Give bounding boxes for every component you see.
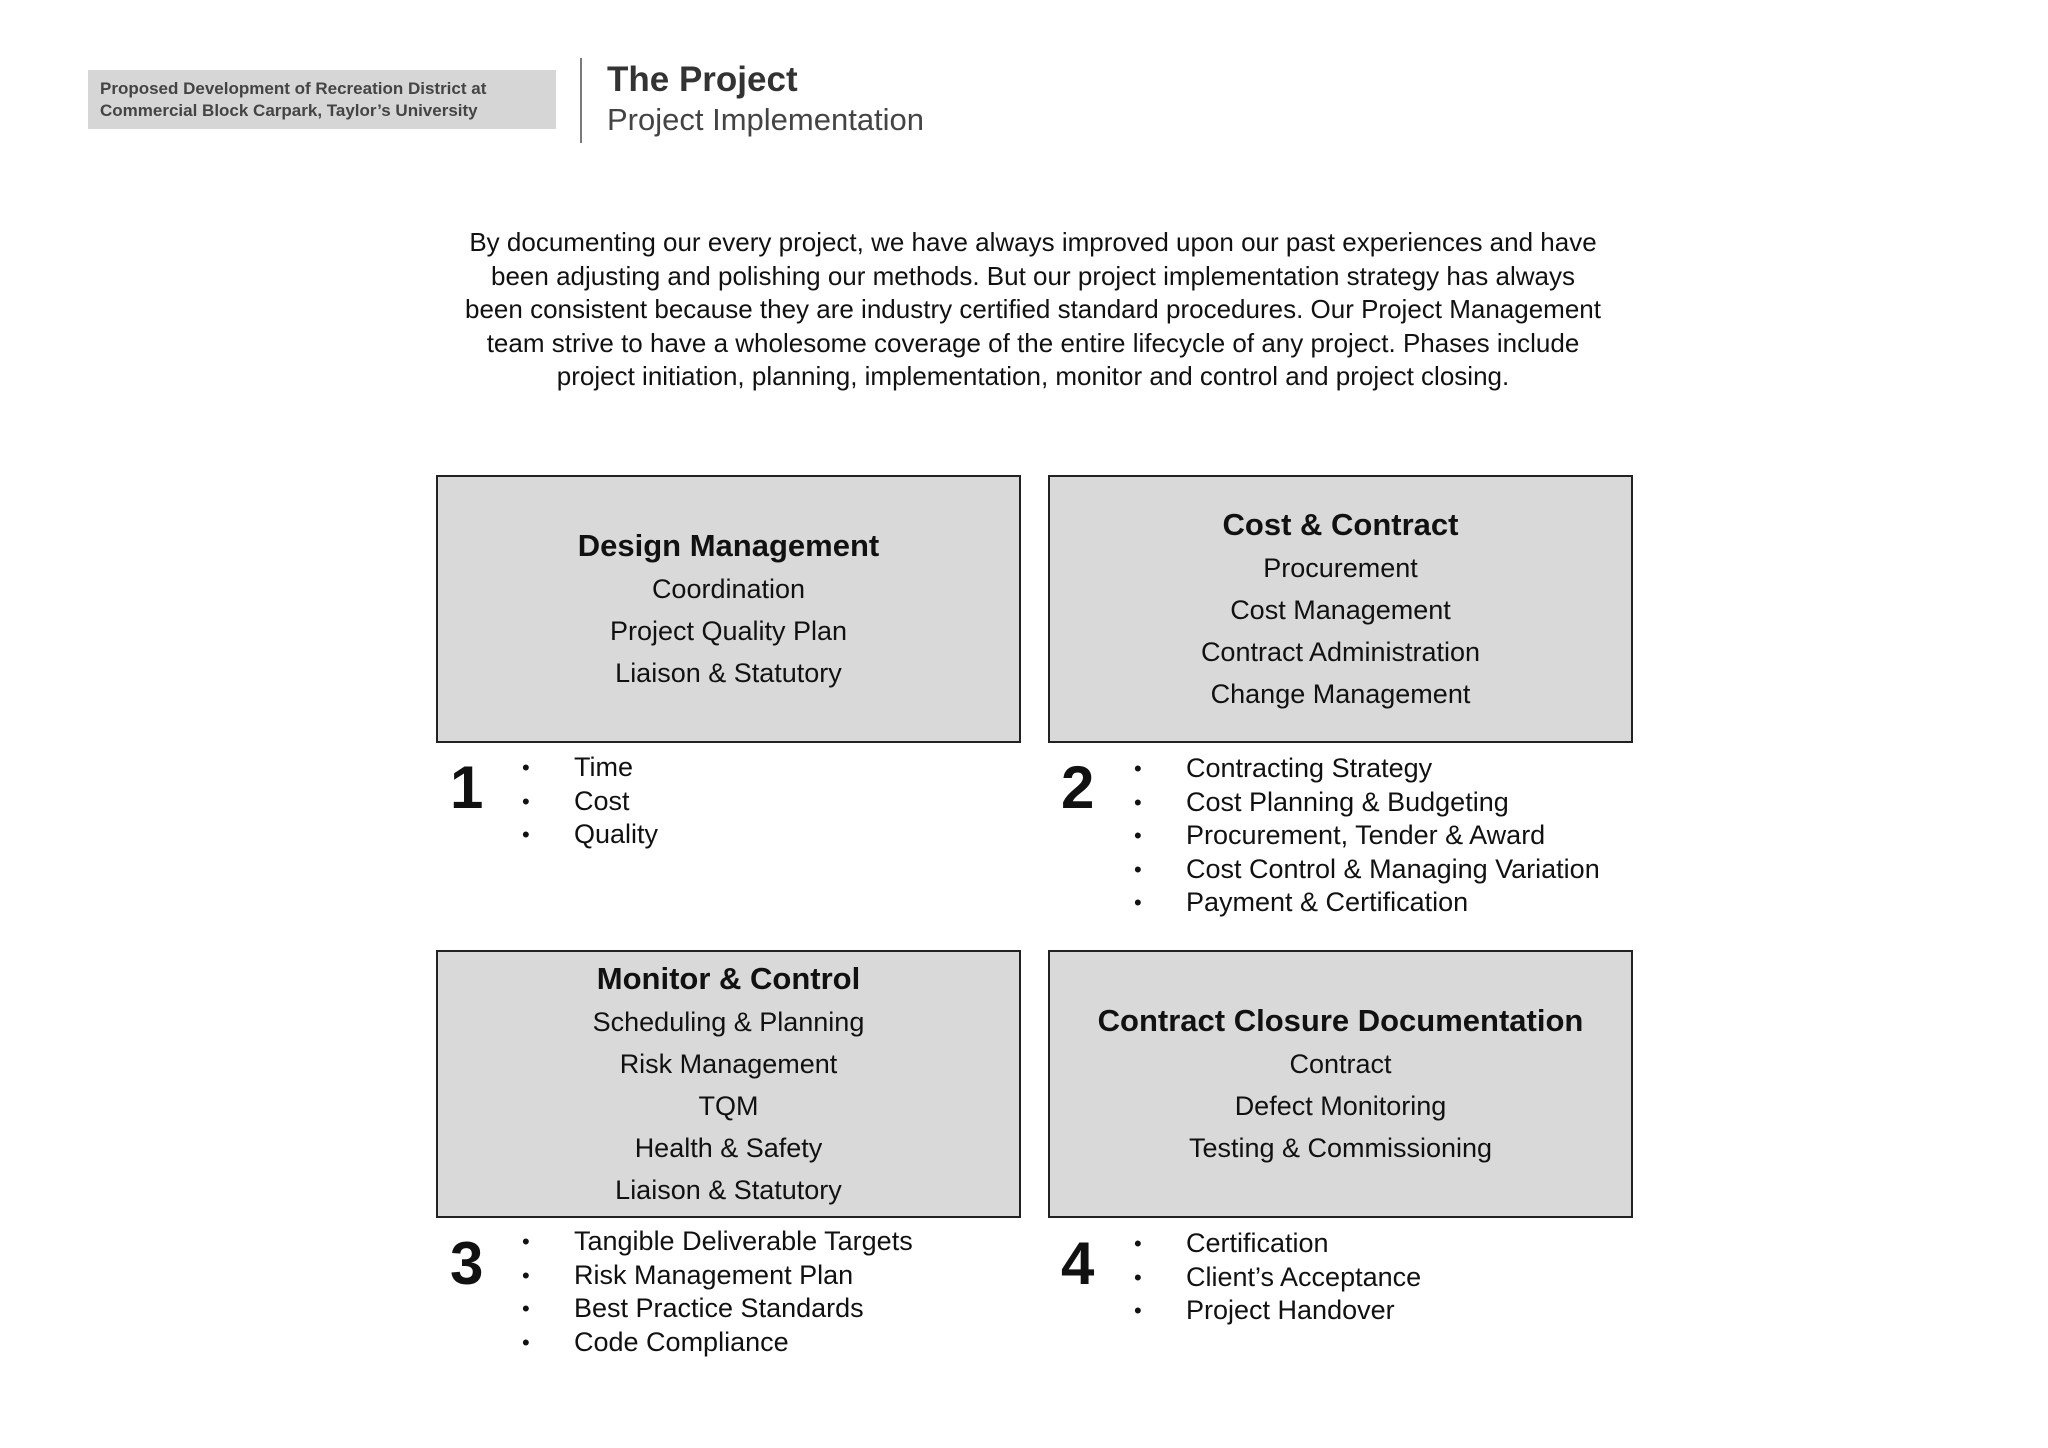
phase-number: 4: [1061, 1230, 1095, 1297]
phase-title: Monitor & Control: [596, 961, 861, 996]
phase-item: Project Quality Plan: [609, 616, 848, 646]
phase-number: 2: [1061, 754, 1095, 821]
bullet-item: • Payment & Certification: [1134, 886, 1600, 920]
phase-item: TQM: [698, 1091, 759, 1121]
bullet-item: • Risk Management Plan: [522, 1259, 913, 1293]
intro-line: been consistent because they are industry certified standard procedures. Our Project Management: [465, 294, 1601, 324]
bullet-item: • Best Practice Standards: [522, 1292, 913, 1326]
phase-bullet-list: [1134, 752, 1600, 920]
badge-line: Commercial Block Carpark, Taylor’s University: [100, 101, 478, 120]
phase-item: Cost Management: [1230, 595, 1451, 625]
header-divider: [580, 58, 582, 143]
phase-box-design-management: [436, 475, 1021, 743]
phase-item: Scheduling & Planning: [592, 1007, 865, 1037]
bullet-item: • Cost: [522, 785, 658, 819]
bullet-item: • Certification: [1134, 1227, 1421, 1261]
phase-number: 1: [450, 754, 484, 821]
phase-item: Change Management: [1210, 679, 1471, 709]
phase-bullet-list: [522, 751, 658, 852]
phase-item: Testing & Commissioning: [1188, 1133, 1493, 1163]
bullet-item: • Contracting Strategy: [1134, 752, 1600, 786]
phase-number: 3: [450, 1230, 484, 1297]
intro-line: been adjusting and polishing our methods. But our project implementation strategy has always: [491, 260, 1575, 291]
bullet-item: • Cost Planning & Budgeting: [1134, 786, 1600, 820]
phase-item: Procurement: [1263, 553, 1418, 583]
phase-title: Design Management: [577, 528, 880, 563]
intro-line: By documenting our every project, we have always improved upon our past experiences and have: [469, 227, 1597, 257]
phase-box-cost-contract: [1048, 475, 1633, 743]
intro-line: team strive to have a wholesome coverage of the entire lifecycle of any project. Phases include: [486, 327, 1580, 358]
phase-title: Contract Closure Documentation: [1097, 1003, 1584, 1038]
phase-box-contract-closure: [1048, 950, 1633, 1218]
phase-item: Risk Management: [619, 1049, 838, 1079]
bullet-item: • Client’s Acceptance: [1134, 1261, 1421, 1295]
phase-item: Liaison & Statutory: [615, 658, 842, 688]
page-title: The Project: [607, 60, 798, 99]
phase-item: Contract: [1289, 1049, 1392, 1079]
badge-line: Proposed Development of Recreation District at: [100, 79, 487, 98]
phase-bullet-list: [522, 1225, 913, 1359]
bullet-item: • Cost Control & Managing Variation: [1134, 853, 1600, 887]
intro-line: project initiation, planning, implementation, monitor and control and project closing.: [556, 361, 1510, 391]
phase-item: Coordination: [651, 574, 806, 604]
phase-bullet-list: [1134, 1227, 1421, 1328]
bullet-item: • Code Compliance: [522, 1326, 913, 1360]
phase-item: Health & Safety: [634, 1133, 823, 1163]
page-subtitle: Project Implementation: [607, 102, 925, 137]
bullet-item: • Tangible Deliverable Targets: [522, 1225, 913, 1259]
phase-item: Defect Monitoring: [1234, 1091, 1447, 1121]
phase-box-monitor-control: [436, 950, 1021, 1218]
bullet-item: • Procurement, Tender & Award: [1134, 819, 1600, 853]
phase-item: Contract Administration: [1200, 637, 1481, 667]
bullet-item: • Quality: [522, 818, 658, 852]
document-badge: [88, 70, 556, 129]
intro-paragraph: [398, 226, 1668, 394]
phase-title: Cost & Contract: [1222, 507, 1459, 542]
phase-item: Liaison & Statutory: [615, 1175, 842, 1205]
bullet-item: • Time: [522, 751, 658, 785]
bullet-item: • Project Handover: [1134, 1294, 1421, 1328]
